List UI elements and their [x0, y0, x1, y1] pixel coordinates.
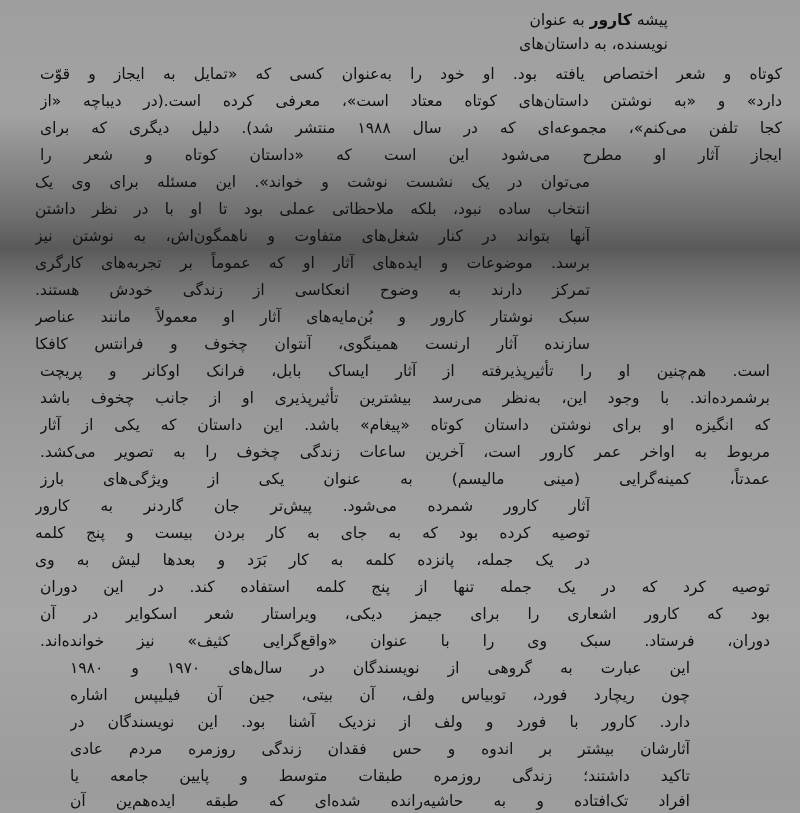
- text-line: است. هم‌چنین او را تأثیرپذیرفته از آثار ایساک بابل، فرانک اوکانر و پریچت: [40, 362, 770, 380]
- text-line: آثارشان بیشتر بر اندوه و حس فقدان زندگی روزمره مردم عادی: [70, 740, 690, 758]
- text-line: مربوط به اواخر عمر کارور است، آخرین ساعات زندگی چخوف را به تصویر می‌کشد.: [40, 443, 770, 461]
- text-line: دارد. کارور با فورد و ولف از نزدیک آشنا بود. این نویسندگان در: [70, 713, 690, 731]
- text-line: برشمرده‌اند. با وجود این، به‌نظر می‌رسد بیشترین تأثیرپذیری او از جانب چخوف باشد: [40, 389, 770, 407]
- intro-line-2: نویسنده، به داستان‌های: [519, 35, 668, 53]
- text-line: در یک جمله، پانزده کلمه به کار بَرَد و بعدها لیش به وی: [35, 551, 590, 569]
- text-line: بود که کارور اشعاری را برای جیمز دیکی، ویراستار شعر اسکوایر در آن: [40, 605, 770, 623]
- text-line: سازنده آثار ارنست همینگوی، آنتوان چخوف و فرانتس کافکا: [35, 335, 590, 353]
- intro-prefix: پیشه: [636, 11, 668, 29]
- intro-line-1: [148, 8, 668, 32]
- text-line: توصیه کرد که در یک جمله تنها از پنج کلمه استفاده کند. در این دوران: [40, 578, 770, 596]
- text-line: دارد» و «به نوشتن داستان‌های کوتاه معتاد است»، معرفی کرده است.(در دیباچه «از: [40, 92, 782, 110]
- text-line: آثار کارور شمرده می‌شود. پیش‌تر جان گاردنر به کارور: [35, 497, 590, 515]
- text-line: سبک نوشتار کارور و بُن‌مایه‌های آثار او معمولاً مانند عناصر: [35, 308, 590, 326]
- text-line: ایجاز آثار او مطرح می‌شود این است که «داستان کوتاه و شعر را: [40, 146, 782, 164]
- text-line: که انگیزه او برای نوشتن داستان کوتاه «پیغام» باشد. این داستان که یکی از آثار: [40, 416, 770, 434]
- text-line: آنها بتواند در کنار شغل‌های متفاوت و ناهمگون‌اش، به نوشتن نیز: [35, 227, 590, 245]
- text-line: برسد. موضوعات و ایده‌های آثار او که عموماً بر تجربه‌های کارگری: [35, 254, 590, 272]
- text-line: افراد تک‌افتاده و به حاشیه‌رانده شده‌ای که طبقه ایده‌هم‌ین آن: [70, 792, 690, 810]
- text-line: دوران، فرستاد. سبک وی را با عنوان «واقع‌گرایی کثیف» نیز خوانده‌اند.: [40, 632, 770, 650]
- text-line: عمدتاً، کمینه‌گرایی (مینی مالیسم) به عنوان یکی از ویژگی‌های بارز: [40, 470, 770, 488]
- text-line: می‌توان در یک نشست نوشت و خواند». این مسئله برای وی یک: [35, 173, 590, 191]
- text-line: تاکید داشتند؛ زندگی روزمره طبقات متوسط و پایین جامعه یا: [70, 767, 690, 785]
- text-line: تمرکز دارند به وضوح انعکاسی از زندگی خودش هستند.: [35, 281, 590, 299]
- text-line: انتخاب ساده نبود، بلکه ملاحظاتی عملی بود تا او با در نظر داشتن: [35, 200, 590, 218]
- text-line: کوتاه و شعر اختصاص یافته بود. او خود را به‌عنوان کسی که «تمایل به ایجاز و قوّت: [40, 65, 782, 83]
- text-line: این عبارت به گروهی از نویسندگان در سال‌های ۱۹۷۰ و ۱۹۸۰: [70, 659, 690, 677]
- intro-suffix: به عنوان: [529, 11, 585, 29]
- author-name: کارور: [589, 11, 632, 29]
- text-line: توصیه کرده بود که به جای به کار بردن بیست و پنج کلمه: [35, 524, 590, 542]
- text-line: چون ریچارد فورد، توبیاس ولف، آن بیتی، جین آن فیلیپس اشاره: [70, 686, 690, 704]
- text-line: کجا تلفن می‌کنم»، مجموعه‌ای که در سال ۱۹۸۸ منتشر شد). دلیل دیگری که برای: [40, 119, 782, 137]
